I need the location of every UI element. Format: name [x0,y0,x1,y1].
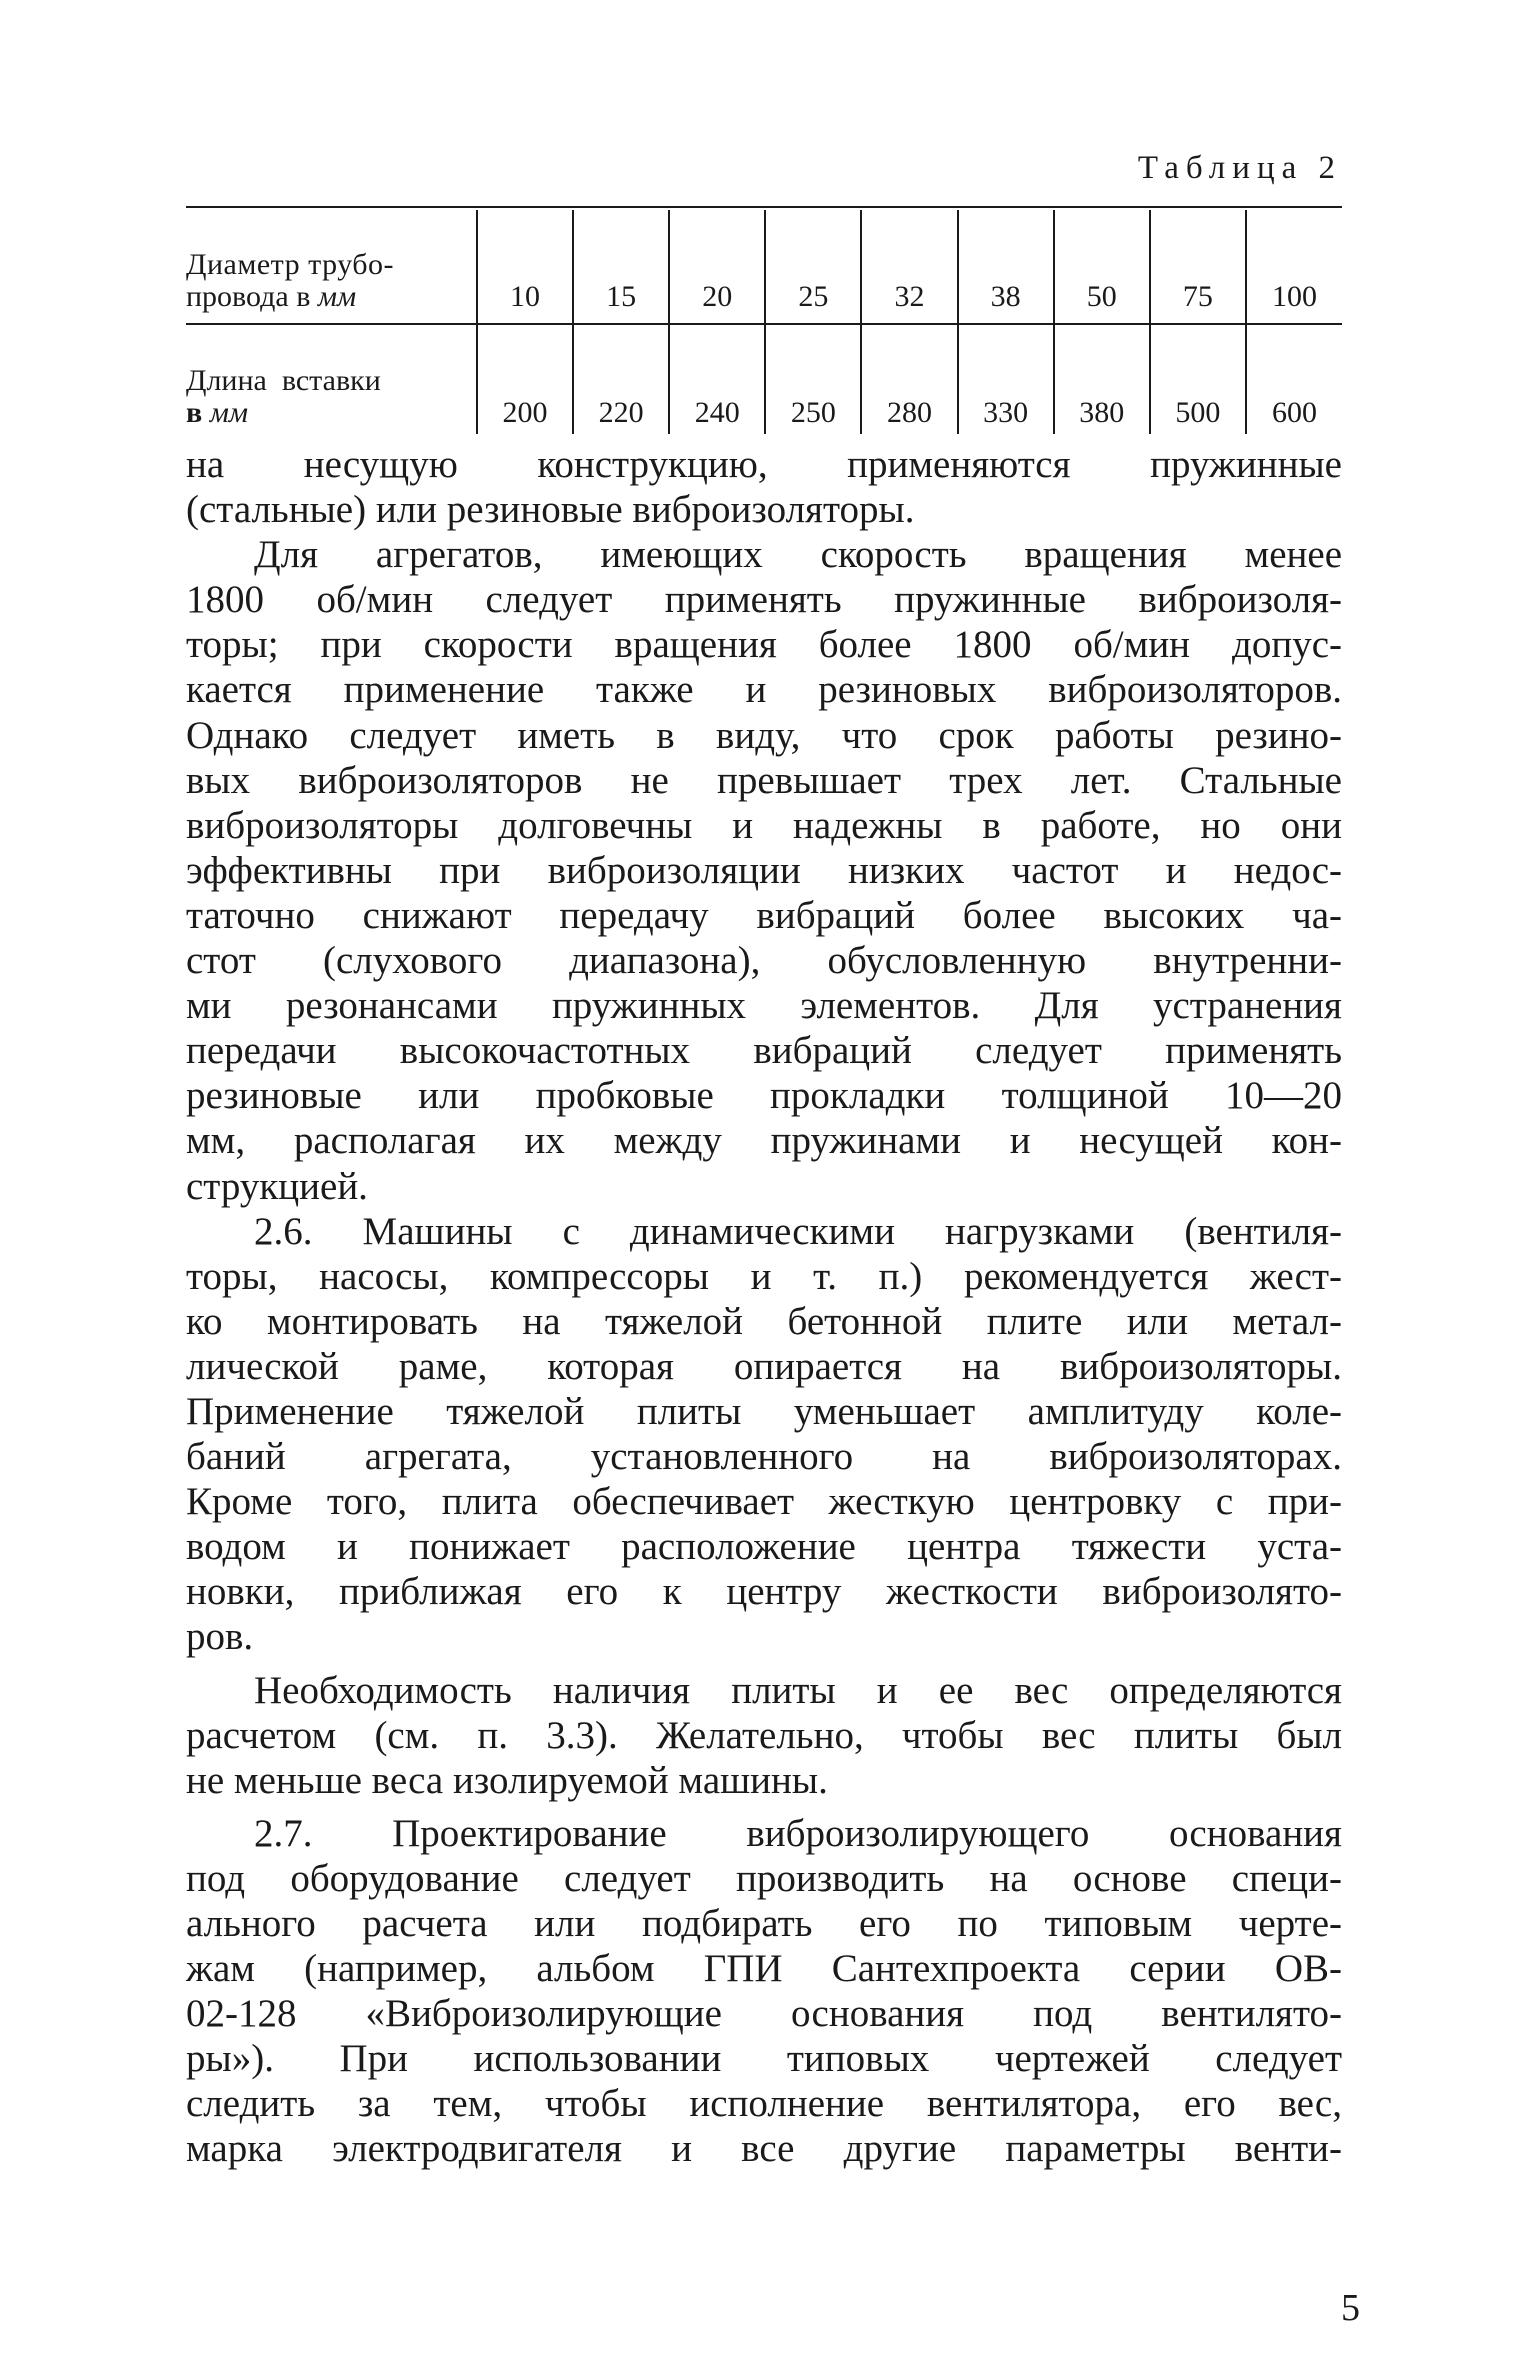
text-line: торы, насосы, компрессоры и т. п.) рекомендуется жест- [186,1254,1342,1298]
diameter-row [186,210,1342,318]
paragraph-gap [186,1660,1342,1668]
text-line: баний агрегата, установленного на виброизоляторах. [186,1435,1342,1479]
text-line: ального расчета или подбирать его по типовым черте- [186,1902,1342,1945]
paragraph-2-6 [186,1209,1342,1660]
length-cell: 500 [1150,318,1246,434]
text-line: не меньше веса изолируемой машины. [186,1758,828,1802]
length-header-line-2 [186,397,476,429]
text-line: Применение тяжелой плиты уменьшает амплитуду коле- [186,1389,1342,1433]
text-line: вых виброизоляторов не превышает трех лет. Стальные [186,758,1342,802]
diameter-cell: 32 [861,210,957,318]
diameter-cell: 50 [1054,210,1150,318]
diameter-header-unit: мм [317,279,357,313]
diameter-header-text: провода в [186,279,318,313]
text-line: расчетом (см. п. 3.3). Желательно, чтобы вес плиты был [186,1713,1342,1757]
diameter-cell: 25 [765,210,861,318]
paragraph-2-7 [186,1811,1342,2172]
text-line: ми резонансами пружинных элементов. Для устранения [186,984,1342,1028]
text-line: 1800 об/мин следует применять пружинные виброизоля- [186,578,1342,622]
diameter-header-line-1: Диаметр трубо- [186,248,395,281]
text-line: жам (например, альбом ГПИ Сантехпроекта серии ОВ- [186,1947,1342,1991]
diameter-cell: 10 [477,210,573,318]
text-line: (стальные) или резиновые виброизоляторы. [186,488,915,532]
page-number: 5 [1341,2287,1360,2329]
diameter-cell: 20 [669,210,765,318]
text-line: ры»). При использовании типовых чертежей следует [186,2037,1342,2081]
pipe-insert-table [186,210,1342,434]
text-line: виброизоляторы долговечны и надежны в работе, но они [186,803,1342,847]
length-header-line-1: Длина вставки [186,364,381,397]
length-cell: 220 [573,318,669,434]
text-line: струкцией. [186,1164,368,1208]
diameter-cell: 100 [1246,210,1342,318]
text-line: ко монтировать на тяжелой бетонной плите или метал- [186,1299,1342,1343]
text-line: торы; при скорости вращения более 1800 об/мин допус- [186,623,1342,667]
text-line: мм, располагая их между пружинами и несущей кон- [186,1119,1342,1163]
table-caption: Таблица 2 [1137,150,1342,186]
text-line: кается применение также и резиновых виброизоляторов. [186,668,1342,712]
body-text [186,442,1342,2172]
text-line: таточно снижают передачу вибраций более высоких ча- [186,893,1342,937]
length-header-text: в [186,395,210,429]
text-line: 2.7. Проектирование виброизолирующего основания [254,1811,1342,1855]
text-line: марка электродвигателя и все другие параметры венти- [186,2127,1342,2171]
text-line: резиновые или пробковые прокладки толщиной 10—20 [186,1074,1342,1118]
length-cell: 380 [1054,318,1150,434]
insert-length-row [186,318,1342,434]
text-line: 02-128 «Виброизолирующие основания под вентилято- [186,1992,1342,2036]
length-cell: 330 [958,318,1054,434]
text-line: водом и понижает расположение центра тяжести уста- [186,1525,1342,1569]
length-cell: 250 [765,318,861,434]
insert-length-row-header [186,318,477,434]
text-line: Однако следует иметь в виду, что срок работы резино- [186,713,1342,757]
text-line: ров. [186,1615,254,1659]
text-line: Для агрегатов, имеющих скорость вращения менее [254,533,1342,577]
text-line: Кроме того, плита обеспечивает жесткую центровку с при- [186,1480,1342,1524]
paragraph-plate-weight [186,1668,1342,1803]
text-line: Необходимость наличия плиты и ее вес определяются [254,1668,1342,1712]
paragraph-gap [186,1803,1342,1811]
text-line: лической раме, которая опирается на виброизоляторы. [186,1344,1342,1388]
diameter-cell: 75 [1150,210,1246,318]
diameter-row-header [186,210,477,318]
text-line: новки, приближая его к центру жесткости виброизолято- [186,1570,1342,1614]
table-top-rule [186,206,1342,208]
length-cell: 280 [861,318,957,434]
length-cell: 200 [477,318,573,434]
text-line: следить за тем, чтобы исполнение вентилятора, его вес, [186,2082,1342,2126]
length-cell: 240 [669,318,765,434]
text-line: на несущую конструкцию, применяются пружинные [186,443,1342,486]
diameter-cell: 38 [958,210,1054,318]
length-cell: 600 [1246,318,1342,434]
text-line: под оборудование следует производить на основе специ- [186,1856,1342,1900]
text-line: передачи высокочастотных вибраций следует применять [186,1029,1342,1073]
paragraph-continuation [186,442,1342,532]
text-line: эффективны при виброизоляции низких частот и недос- [186,848,1342,892]
paragraph-spring-isolators [186,532,1342,1208]
text-line: 2.6. Машины с динамическими нагрузками (вентиля- [254,1209,1342,1253]
length-header-unit: мм [209,395,248,429]
text-line: стот (слухового диапазона), обусловленную внутренни- [186,939,1342,983]
diameter-header-line-2 [186,281,476,313]
diameter-cell: 15 [573,210,669,318]
